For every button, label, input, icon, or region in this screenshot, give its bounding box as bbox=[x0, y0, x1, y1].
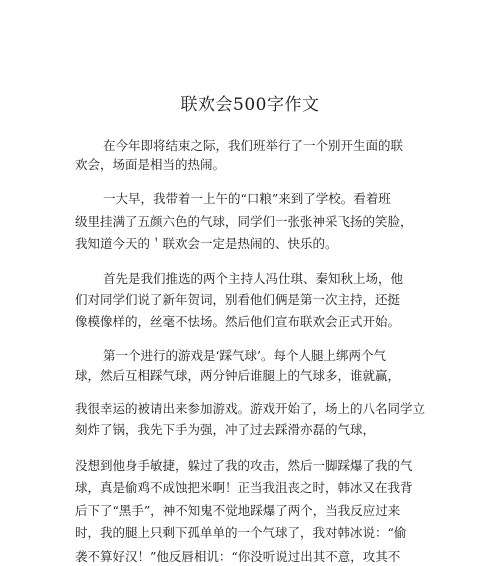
paragraph-line: 刻炸了锅，我先下手为强，冲了过去踩滑亦磊的气球， bbox=[75, 422, 376, 437]
paragraph-line: 时，我的腿上只剩下孤单单的一个气球了，我对韩冰说：“偷 bbox=[75, 525, 407, 540]
paragraph-line: 欢会，场面是相当的热闹。 bbox=[75, 157, 226, 172]
paragraph-line: 后下了“黑手”，神不知鬼不觉地踩爆了两个，当我反应过来 bbox=[75, 503, 401, 518]
paragraph-line: 我知道今天的＇联欢会一定是热闹的、快乐的。 bbox=[75, 236, 338, 251]
paragraph-line: 首先是我们推选的两个主持人冯仕琪、秦知秋上场，他 bbox=[103, 271, 404, 286]
paragraph-line: 级里挂满了五颜六色的气球，同学们一张张神采飞扬的笑脸， bbox=[75, 214, 413, 229]
paragraph-line: 没想到他身手敏捷，躲过了我的攻击，然后一脚踩爆了我的气 bbox=[75, 458, 413, 473]
paragraph-line: 球，然后互相踩气球，两分钟后谁腿上的气球多，谁就赢， bbox=[75, 368, 401, 383]
paragraph-line: 袭不算好汉！”他反唇相讥：“你没听说过出其不意，攻其不 bbox=[75, 549, 401, 564]
paragraph-line: 一大早，我带着一上午的“口粮”来到了学校。看着班 bbox=[103, 191, 391, 206]
paragraph-line: 我很幸运的被请出来参加游戏。游戏开始了，场上的八名同学立 bbox=[75, 401, 426, 416]
paragraph-line: 像模像样的，丝毫不怯场。然后他们宣布联欢会正式开始。 bbox=[75, 314, 401, 329]
page-title: 联欢会500字作文 bbox=[180, 95, 320, 115]
paragraph-line: 第一个进行的游戏是‘踩气球’。每个人腿上绑两个气 bbox=[103, 348, 386, 363]
paragraph-line: 在今年即将结束之际，我们班举行了一个别开生面的联 bbox=[103, 138, 404, 153]
paragraph-line: 球，真是偷鸡不成蚀把米啊！正当我沮丧之时，韩冰又在我背 bbox=[75, 480, 413, 495]
paragraph-line: 们对同学们说了新年贺词，别看他们俩是第一次主持，还挺 bbox=[75, 292, 401, 307]
